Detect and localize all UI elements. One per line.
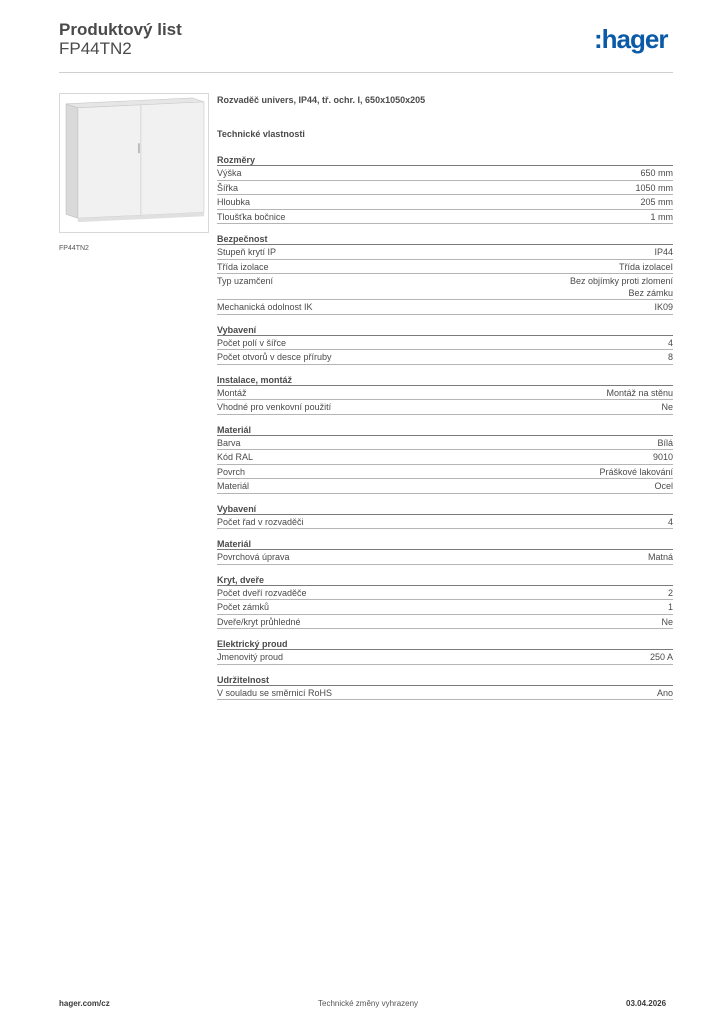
page-title: Produktový list [59, 20, 182, 39]
product-name: Rozvaděč univers, IP44, tř. ochr. I, 650x1050x205 [217, 95, 426, 105]
spec-row [217, 400, 673, 415]
spec-group [217, 503, 673, 530]
spec-label: Mechanická odolnost IK [217, 302, 313, 312]
spec-row [217, 260, 673, 275]
spec-label: Typ uzamčení [217, 276, 274, 286]
product-image [59, 93, 209, 233]
spec-row [217, 479, 673, 494]
spec-row [217, 436, 673, 451]
spec-label: Jmenovitý proud [217, 652, 284, 662]
footer-website[interactable]: hager.com/cz [59, 999, 110, 1008]
spec-group [217, 374, 673, 415]
spec-value: Montáž na stěnu [606, 387, 673, 398]
spec-value: Ocel [654, 481, 673, 491]
spec-row [217, 465, 673, 480]
spec-value: 250 A [649, 652, 673, 662]
spec-value: 4 [667, 337, 673, 348]
spec-value: Třída izolaceI [618, 261, 673, 272]
spec-row [217, 166, 673, 181]
spec-row [217, 195, 673, 210]
spec-label: Počet dveří rozvaděče [217, 587, 307, 598]
spec-label: Povrch [217, 466, 246, 477]
spec-group [217, 638, 673, 665]
hager-logo [594, 26, 674, 58]
spec-value: 650 mm [640, 168, 673, 178]
spec-value: Ne [661, 616, 673, 627]
spec-value: Práškové lakování [599, 466, 673, 477]
spec-label: Šířka [217, 182, 239, 193]
group-title: Vybavení [217, 324, 673, 336]
group-title: Materiál [217, 424, 673, 436]
group-title: Elektrický proud [217, 638, 673, 650]
spec-label: Hloubka [217, 197, 251, 207]
footer-notice: Technické změny vyhrazeny [318, 999, 419, 1008]
spec-label: Materiál [217, 481, 250, 491]
spec-value: IK09 [654, 302, 673, 312]
group-title: Udržitelnost [217, 674, 673, 686]
spec-label: Třída izolace [217, 261, 269, 272]
spec-group [217, 574, 673, 630]
group-title: Bezpečnost [217, 233, 673, 245]
spec-label: Dveře/kryt průhledné [217, 616, 301, 627]
header-divider [59, 72, 673, 73]
spec-label: Stupeň krytí IP [217, 247, 277, 257]
spec-row [217, 245, 673, 260]
spec-row [217, 336, 673, 351]
group-title: Kryt, dveře [217, 574, 673, 586]
group-title: Materiál [217, 538, 673, 550]
spec-row [217, 686, 673, 701]
spec-groups [217, 154, 673, 700]
spec-row [217, 615, 673, 630]
spec-value: 2 [667, 587, 673, 598]
product-code: FP44TN2 [59, 39, 132, 58]
group-title: Instalace, montáž [217, 374, 673, 386]
spec-row [217, 181, 673, 196]
spec-value: Ano [656, 687, 673, 698]
spec-value: Bez objímky proti zlomení Bez zámku [569, 276, 673, 298]
spec-value: 8 [667, 352, 673, 362]
spec-value: 1 [667, 602, 673, 612]
spec-label: Kód RAL [217, 452, 254, 462]
spec-label: Počet řad v rozvaděči [217, 516, 304, 527]
section-heading: Technické vlastnosti [217, 129, 305, 139]
spec-value: 1050 mm [635, 182, 673, 193]
group-title: Rozměry [217, 154, 673, 166]
spec-label: Tloušťka bočnice [217, 211, 286, 222]
spec-label: Počet polí v šířce [217, 337, 287, 348]
spec-value: 4 [667, 516, 673, 527]
spec-group [217, 424, 673, 494]
spec-label: V souladu se směrnicí RoHS [217, 687, 333, 698]
spec-label: Počet zámků [217, 602, 270, 612]
spec-group [217, 233, 673, 315]
spec-row [217, 386, 673, 401]
spec-row [217, 586, 673, 601]
spec-group [217, 674, 673, 701]
spec-label: Montáž [217, 387, 247, 398]
image-caption: FP44TN2 [59, 245, 89, 252]
spec-row [217, 600, 673, 615]
spec-label: Barva [217, 437, 241, 448]
spec-value: Ne [661, 402, 673, 412]
spec-row [217, 550, 673, 565]
spec-row [217, 300, 673, 315]
spec-label: Vhodné pro venkovní použití [217, 402, 332, 412]
spec-value: 205 mm [640, 197, 673, 207]
spec-label: Povrchová úprava [217, 552, 290, 562]
spec-row [217, 210, 673, 225]
logo-text: :hager [594, 26, 668, 54]
spec-value: 9010 [652, 452, 673, 462]
spec-label: Výška [217, 168, 242, 178]
spec-group [217, 154, 673, 224]
spec-value: Matná [647, 552, 673, 562]
group-title: Vybavení [217, 503, 673, 515]
spec-group [217, 538, 673, 565]
spec-value: IP44 [654, 247, 673, 257]
spec-group [217, 324, 673, 365]
spec-row [217, 350, 673, 365]
spec-row [217, 515, 673, 530]
spec-row [217, 650, 673, 665]
spec-label: Počet otvorů v desce příruby [217, 352, 332, 362]
footer-date: 03.04.2026 [626, 999, 667, 1008]
spec-value: 1 mm [650, 211, 673, 222]
spec-value: Bílá [657, 437, 673, 448]
spec-sheet [217, 95, 673, 700]
spec-row [217, 450, 673, 465]
spec-row [217, 274, 673, 300]
